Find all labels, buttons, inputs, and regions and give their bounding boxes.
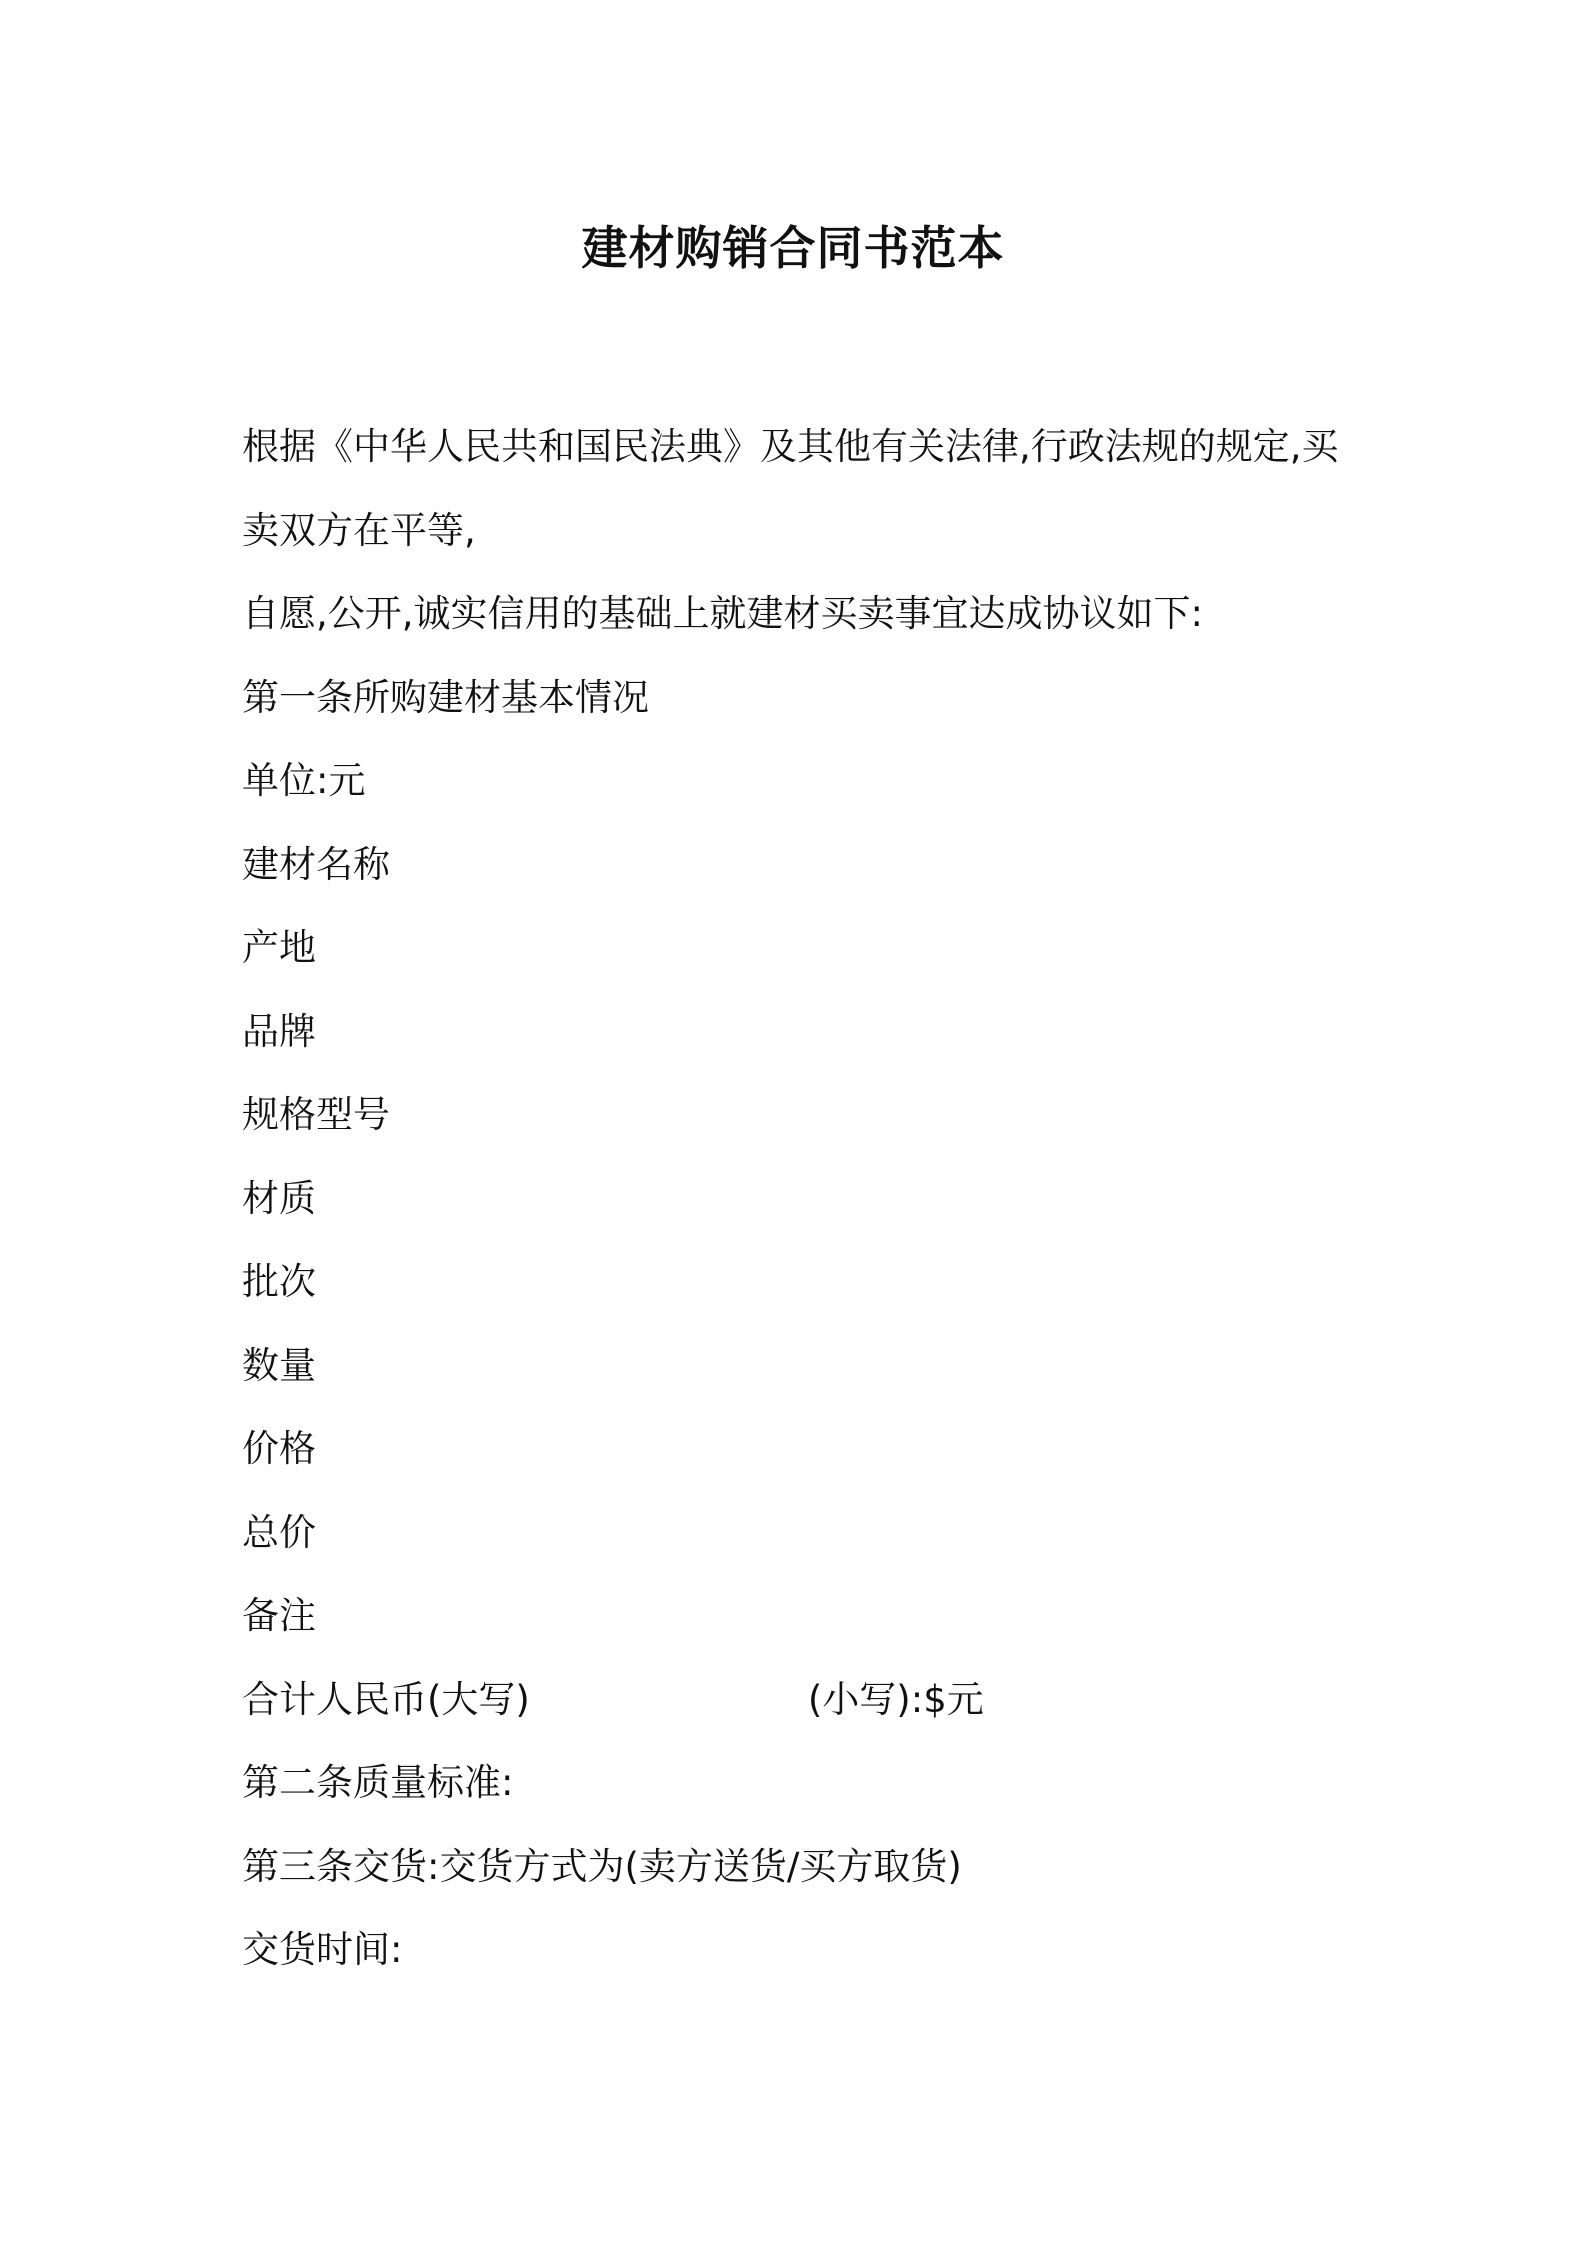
field-label: 规格型号 — [242, 1093, 390, 1136]
field-label: 材质 — [242, 1176, 316, 1220]
field-label: 备注 — [242, 1594, 316, 1637]
field-label: 建材名称 — [242, 842, 390, 886]
article-heading: 第三条交货:交货方式为(卖方送货/买方取货) — [242, 1844, 962, 1888]
document-body — [242, 405, 1362, 1992]
article-heading: 第二条质量标准: — [242, 1761, 514, 1804]
field-label: 数量 — [242, 1343, 316, 1387]
field-label: 批次 — [242, 1260, 316, 1303]
article-heading: 第一条所购建材基本情况 — [242, 675, 649, 719]
paragraph-line: 卖双方在平等, — [242, 508, 476, 552]
paragraph-line: 自愿,公开,诚实信用的基础上就建材买卖事宜达成协议如下: — [242, 592, 1203, 635]
field-label: 品牌 — [242, 1009, 316, 1053]
field-label: 产地 — [242, 926, 316, 969]
document-title: 建材购销合同书范本 — [581, 221, 1005, 275]
unit-line: 单位:元 — [242, 759, 366, 802]
field-label: 价格 — [242, 1427, 316, 1470]
delivery-time-line: 交货时间: — [242, 1928, 403, 1971]
field-label: 总价 — [242, 1510, 316, 1554]
total-amount-line — [242, 1658, 1362, 1742]
total-uppercase-label: 合计人民币(大写) — [242, 1677, 530, 1721]
paragraph-line: 根据《中华人民共和国民法典》及其他有关法律,行政法规的规定,买 — [242, 425, 1339, 468]
total-lowercase-label: (小写):$元 — [807, 1677, 984, 1721]
